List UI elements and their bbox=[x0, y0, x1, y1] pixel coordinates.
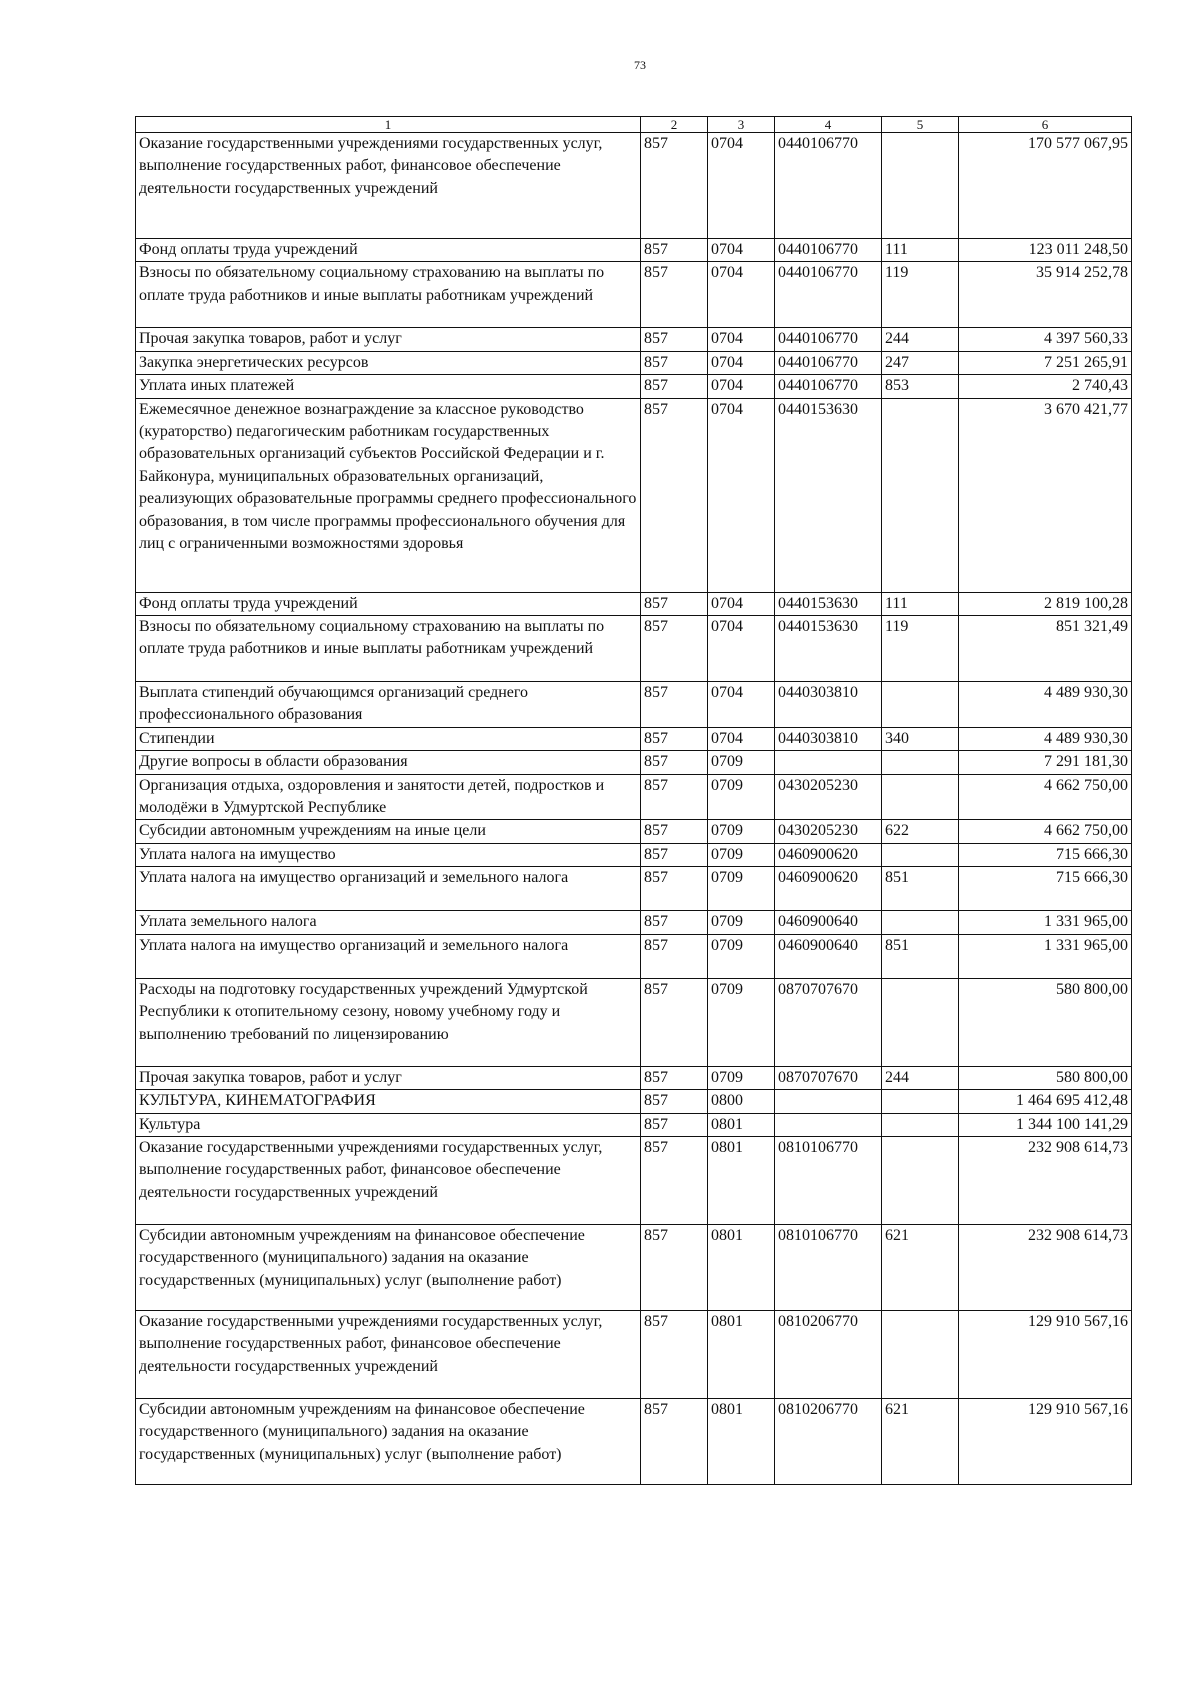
expense-name-cell: Организация отдыха, оздоровления и занятости детей, подростков и молодёжи в Удмуртской Республике bbox=[136, 774, 641, 820]
target-article-cell: 0440106770 bbox=[775, 133, 882, 239]
ministry-code-cell: 857 bbox=[641, 1113, 708, 1136]
amount-cell: 7 291 181,30 bbox=[959, 751, 1132, 774]
expense-type-cell: 851 bbox=[882, 934, 959, 978]
table-row bbox=[136, 911, 1132, 934]
amount-cell: 4 489 930,30 bbox=[959, 682, 1132, 728]
table-row bbox=[136, 1398, 1132, 1484]
expense-name-cell: Субсидии автономным учреждениям на финансовое обеспечение государственного (муниципального) задания на оказание государственных (муниципальных) услуг (выполнение работ) bbox=[136, 1398, 641, 1484]
amount-cell: 4 397 560,33 bbox=[959, 328, 1132, 351]
ministry-code-cell: 857 bbox=[641, 375, 708, 398]
expense-type-cell bbox=[882, 1136, 959, 1224]
expense-name-cell: Уплата иных платежей bbox=[136, 375, 641, 398]
amount-cell: 3 670 421,77 bbox=[959, 398, 1132, 592]
column-number-row bbox=[136, 117, 1132, 133]
table-body bbox=[136, 133, 1132, 1485]
expense-type-cell bbox=[882, 774, 959, 820]
amount-cell: 1 331 965,00 bbox=[959, 911, 1132, 934]
amount-cell: 715 666,30 bbox=[959, 867, 1132, 911]
table-row bbox=[136, 751, 1132, 774]
table-row bbox=[136, 133, 1132, 239]
ministry-code-cell: 857 bbox=[641, 934, 708, 978]
target-article-cell: 0460900640 bbox=[775, 911, 882, 934]
section-code-cell: 0801 bbox=[708, 1310, 775, 1398]
expense-type-cell: 853 bbox=[882, 375, 959, 398]
ministry-code-cell: 857 bbox=[641, 727, 708, 750]
table-row bbox=[136, 1090, 1132, 1113]
expense-type-cell: 244 bbox=[882, 328, 959, 351]
expense-name-cell: Субсидии автономным учреждениям на иные цели bbox=[136, 820, 641, 843]
ministry-code-cell: 857 bbox=[641, 1090, 708, 1113]
page-number: 73 bbox=[634, 58, 646, 72]
section-code-cell: 0704 bbox=[708, 398, 775, 592]
target-article-cell: 0460900640 bbox=[775, 934, 882, 978]
section-code-cell: 0704 bbox=[708, 727, 775, 750]
target-article-cell: 0870707670 bbox=[775, 978, 882, 1066]
expense-type-cell: 621 bbox=[882, 1224, 959, 1310]
column-header: 2 bbox=[641, 117, 708, 133]
expense-type-cell bbox=[882, 682, 959, 728]
target-article-cell: 0440106770 bbox=[775, 351, 882, 374]
ministry-code-cell: 857 bbox=[641, 1310, 708, 1398]
target-article-cell: 0810106770 bbox=[775, 1224, 882, 1310]
table-row bbox=[136, 934, 1132, 978]
ministry-code-cell: 857 bbox=[641, 616, 708, 682]
section-code-cell: 0704 bbox=[708, 351, 775, 374]
section-code-cell: 0704 bbox=[708, 239, 775, 262]
section-code-cell: 0704 bbox=[708, 375, 775, 398]
table-row bbox=[136, 820, 1132, 843]
ministry-code-cell: 857 bbox=[641, 1398, 708, 1484]
expense-name-cell: Фонд оплаты труда учреждений bbox=[136, 592, 641, 615]
expense-name-cell: Оказание государственными учреждениями государственных услуг, выполнение государственных работ, финансовое обеспечение деятельности государственных учреждений bbox=[136, 1310, 641, 1398]
target-article-cell: 0440153630 bbox=[775, 616, 882, 682]
amount-cell: 1 464 695 412,48 bbox=[959, 1090, 1132, 1113]
amount-cell: 7 251 265,91 bbox=[959, 351, 1132, 374]
target-article-cell: 0440106770 bbox=[775, 328, 882, 351]
section-code-cell: 0709 bbox=[708, 867, 775, 911]
amount-cell: 123 011 248,50 bbox=[959, 239, 1132, 262]
column-header: 4 bbox=[775, 117, 882, 133]
ministry-code-cell: 857 bbox=[641, 1136, 708, 1224]
ministry-code-cell: 857 bbox=[641, 133, 708, 239]
section-code-cell: 0801 bbox=[708, 1398, 775, 1484]
target-article-cell: 0440153630 bbox=[775, 592, 882, 615]
table-row bbox=[136, 774, 1132, 820]
table-row bbox=[136, 375, 1132, 398]
target-article-cell: 0440303810 bbox=[775, 727, 882, 750]
amount-cell: 2 740,43 bbox=[959, 375, 1132, 398]
budget-table bbox=[135, 116, 1132, 1485]
target-article-cell: 0440153630 bbox=[775, 398, 882, 592]
amount-cell: 4 489 930,30 bbox=[959, 727, 1132, 750]
expense-name-cell: Выплата стипендий обучающимся организаций среднего профессионального образования bbox=[136, 682, 641, 728]
table-row bbox=[136, 843, 1132, 866]
expense-type-cell: 244 bbox=[882, 1066, 959, 1089]
expense-type-cell: 247 bbox=[882, 351, 959, 374]
ministry-code-cell: 857 bbox=[641, 843, 708, 866]
section-code-cell: 0709 bbox=[708, 843, 775, 866]
expense-type-cell: 340 bbox=[882, 727, 959, 750]
expense-name-cell: КУЛЬТУРА, КИНЕМАТОГРАФИЯ bbox=[136, 1090, 641, 1113]
amount-cell: 35 914 252,78 bbox=[959, 262, 1132, 328]
ministry-code-cell: 857 bbox=[641, 820, 708, 843]
expense-type-cell: 111 bbox=[882, 592, 959, 615]
column-header: 6 bbox=[959, 117, 1132, 133]
expense-name-cell: Стипендии bbox=[136, 727, 641, 750]
expense-name-cell: Прочая закупка товаров, работ и услуг bbox=[136, 1066, 641, 1089]
section-code-cell: 0704 bbox=[708, 682, 775, 728]
ministry-code-cell: 857 bbox=[641, 774, 708, 820]
target-article-cell bbox=[775, 1090, 882, 1113]
table-row bbox=[136, 682, 1132, 728]
section-code-cell: 0709 bbox=[708, 911, 775, 934]
table-row bbox=[136, 398, 1132, 592]
expense-name-cell: Другие вопросы в области образования bbox=[136, 751, 641, 774]
section-code-cell: 0709 bbox=[708, 978, 775, 1066]
expense-type-cell bbox=[882, 843, 959, 866]
section-code-cell: 0704 bbox=[708, 592, 775, 615]
expense-name-cell: Культура bbox=[136, 1113, 641, 1136]
section-code-cell: 0704 bbox=[708, 328, 775, 351]
target-article-cell: 0430205230 bbox=[775, 774, 882, 820]
expense-name-cell: Фонд оплаты труда учреждений bbox=[136, 239, 641, 262]
target-article-cell: 0810106770 bbox=[775, 1136, 882, 1224]
section-code-cell: 0709 bbox=[708, 934, 775, 978]
section-code-cell: 0801 bbox=[708, 1113, 775, 1136]
amount-cell: 170 577 067,95 bbox=[959, 133, 1132, 239]
expense-name-cell: Уплата налога на имущество bbox=[136, 843, 641, 866]
section-code-cell: 0801 bbox=[708, 1224, 775, 1310]
amount-cell: 580 800,00 bbox=[959, 978, 1132, 1066]
target-article-cell: 0440106770 bbox=[775, 239, 882, 262]
expense-type-cell: 622 bbox=[882, 820, 959, 843]
section-code-cell: 0709 bbox=[708, 820, 775, 843]
amount-cell: 851 321,49 bbox=[959, 616, 1132, 682]
expense-type-cell bbox=[882, 978, 959, 1066]
amount-cell: 715 666,30 bbox=[959, 843, 1132, 866]
expense-type-cell bbox=[882, 133, 959, 239]
section-code-cell: 0709 bbox=[708, 774, 775, 820]
table-row bbox=[136, 351, 1132, 374]
ministry-code-cell: 857 bbox=[641, 682, 708, 728]
target-article-cell bbox=[775, 1113, 882, 1136]
table-row bbox=[136, 1113, 1132, 1136]
table-row bbox=[136, 616, 1132, 682]
ministry-code-cell: 857 bbox=[641, 239, 708, 262]
ministry-code-cell: 857 bbox=[641, 867, 708, 911]
target-article-cell bbox=[775, 751, 882, 774]
expense-type-cell: 119 bbox=[882, 616, 959, 682]
ministry-code-cell: 857 bbox=[641, 751, 708, 774]
ministry-code-cell: 857 bbox=[641, 262, 708, 328]
expense-name-cell: Расходы на подготовку государственных учреждений Удмуртской Республики к отопительному сезону, новому учебному году и выполнению требований по лицензированию bbox=[136, 978, 641, 1066]
amount-cell: 129 910 567,16 bbox=[959, 1398, 1132, 1484]
amount-cell: 129 910 567,16 bbox=[959, 1310, 1132, 1398]
expense-type-cell bbox=[882, 398, 959, 592]
amount-cell: 4 662 750,00 bbox=[959, 774, 1132, 820]
expense-type-cell bbox=[882, 1113, 959, 1136]
amount-cell: 580 800,00 bbox=[959, 1066, 1132, 1089]
expense-type-cell: 111 bbox=[882, 239, 959, 262]
section-code-cell: 0704 bbox=[708, 616, 775, 682]
expense-name-cell: Уплата земельного налога bbox=[136, 911, 641, 934]
target-article-cell: 0810206770 bbox=[775, 1398, 882, 1484]
expense-name-cell: Уплата налога на имущество организаций и земельного налога bbox=[136, 934, 641, 978]
expense-name-cell: Оказание государственными учреждениями государственных услуг, выполнение государственных работ, финансовое обеспечение деятельности государственных учреждений bbox=[136, 1136, 641, 1224]
expense-type-cell bbox=[882, 751, 959, 774]
amount-cell: 2 819 100,28 bbox=[959, 592, 1132, 615]
ministry-code-cell: 857 bbox=[641, 1224, 708, 1310]
table-row bbox=[136, 262, 1132, 328]
table-row bbox=[136, 592, 1132, 615]
target-article-cell: 0460900620 bbox=[775, 843, 882, 866]
table-row bbox=[136, 1310, 1132, 1398]
section-code-cell: 0704 bbox=[708, 262, 775, 328]
section-code-cell: 0800 bbox=[708, 1090, 775, 1113]
expense-name-cell: Прочая закупка товаров, работ и услуг bbox=[136, 328, 641, 351]
expense-type-cell bbox=[882, 911, 959, 934]
target-article-cell: 0430205230 bbox=[775, 820, 882, 843]
target-article-cell: 0870707670 bbox=[775, 1066, 882, 1089]
expense-type-cell bbox=[882, 1090, 959, 1113]
amount-cell: 1 344 100 141,29 bbox=[959, 1113, 1132, 1136]
table-row bbox=[136, 1224, 1132, 1310]
amount-cell: 232 908 614,73 bbox=[959, 1224, 1132, 1310]
target-article-cell: 0440106770 bbox=[775, 262, 882, 328]
expense-type-cell: 119 bbox=[882, 262, 959, 328]
expense-name-cell: Взносы по обязательному социальному страхованию на выплаты по оплате труда работников и иные выплаты работникам учреждений bbox=[136, 262, 641, 328]
ministry-code-cell: 857 bbox=[641, 1066, 708, 1089]
target-article-cell: 0440303810 bbox=[775, 682, 882, 728]
expense-type-cell bbox=[882, 1310, 959, 1398]
table-row bbox=[136, 978, 1132, 1066]
table-row bbox=[136, 727, 1132, 750]
section-code-cell: 0709 bbox=[708, 751, 775, 774]
table-row bbox=[136, 1066, 1132, 1089]
target-article-cell: 0440106770 bbox=[775, 375, 882, 398]
amount-cell: 4 662 750,00 bbox=[959, 820, 1132, 843]
ministry-code-cell: 857 bbox=[641, 351, 708, 374]
column-header: 5 bbox=[882, 117, 959, 133]
amount-cell: 232 908 614,73 bbox=[959, 1136, 1132, 1224]
table-row bbox=[136, 328, 1132, 351]
expense-type-cell: 621 bbox=[882, 1398, 959, 1484]
expense-name-cell: Уплата налога на имущество организаций и земельного налога bbox=[136, 867, 641, 911]
table-row bbox=[136, 239, 1132, 262]
ministry-code-cell: 857 bbox=[641, 398, 708, 592]
expense-name-cell: Субсидии автономным учреждениям на финансовое обеспечение государственного (муниципального) задания на оказание государственных (муниципальных) услуг (выполнение работ) bbox=[136, 1224, 641, 1310]
column-header: 3 bbox=[708, 117, 775, 133]
table-row bbox=[136, 1136, 1132, 1224]
column-header: 1 bbox=[136, 117, 641, 133]
target-article-cell: 0460900620 bbox=[775, 867, 882, 911]
amount-cell: 1 331 965,00 bbox=[959, 934, 1132, 978]
section-code-cell: 0704 bbox=[708, 133, 775, 239]
expense-name-cell: Оказание государственными учреждениями государственных услуг, выполнение государственных работ, финансовое обеспечение деятельности государственных учреждений bbox=[136, 133, 641, 239]
section-code-cell: 0801 bbox=[708, 1136, 775, 1224]
expense-name-cell: Закупка энергетических ресурсов bbox=[136, 351, 641, 374]
expense-name-cell: Взносы по обязательному социальному страхованию на выплаты по оплате труда работников и иные выплаты работникам учреждений bbox=[136, 616, 641, 682]
target-article-cell: 0810206770 bbox=[775, 1310, 882, 1398]
ministry-code-cell: 857 bbox=[641, 592, 708, 615]
expense-name-cell: Ежемесячное денежное вознаграждение за классное руководство (кураторство) педагогическим работникам государственных образовательных организаций субъектов Российской Федерации и г. Байконура, муниципальных образовательных организаций, реализующих образовательные программы среднего профессионального образования, в том числе программы профессионального обучения для лиц с ограниченными возможностями здоровья bbox=[136, 398, 641, 592]
table-row bbox=[136, 867, 1132, 911]
ministry-code-cell: 857 bbox=[641, 978, 708, 1066]
section-code-cell: 0709 bbox=[708, 1066, 775, 1089]
ministry-code-cell: 857 bbox=[641, 328, 708, 351]
expense-type-cell: 851 bbox=[882, 867, 959, 911]
ministry-code-cell: 857 bbox=[641, 911, 708, 934]
